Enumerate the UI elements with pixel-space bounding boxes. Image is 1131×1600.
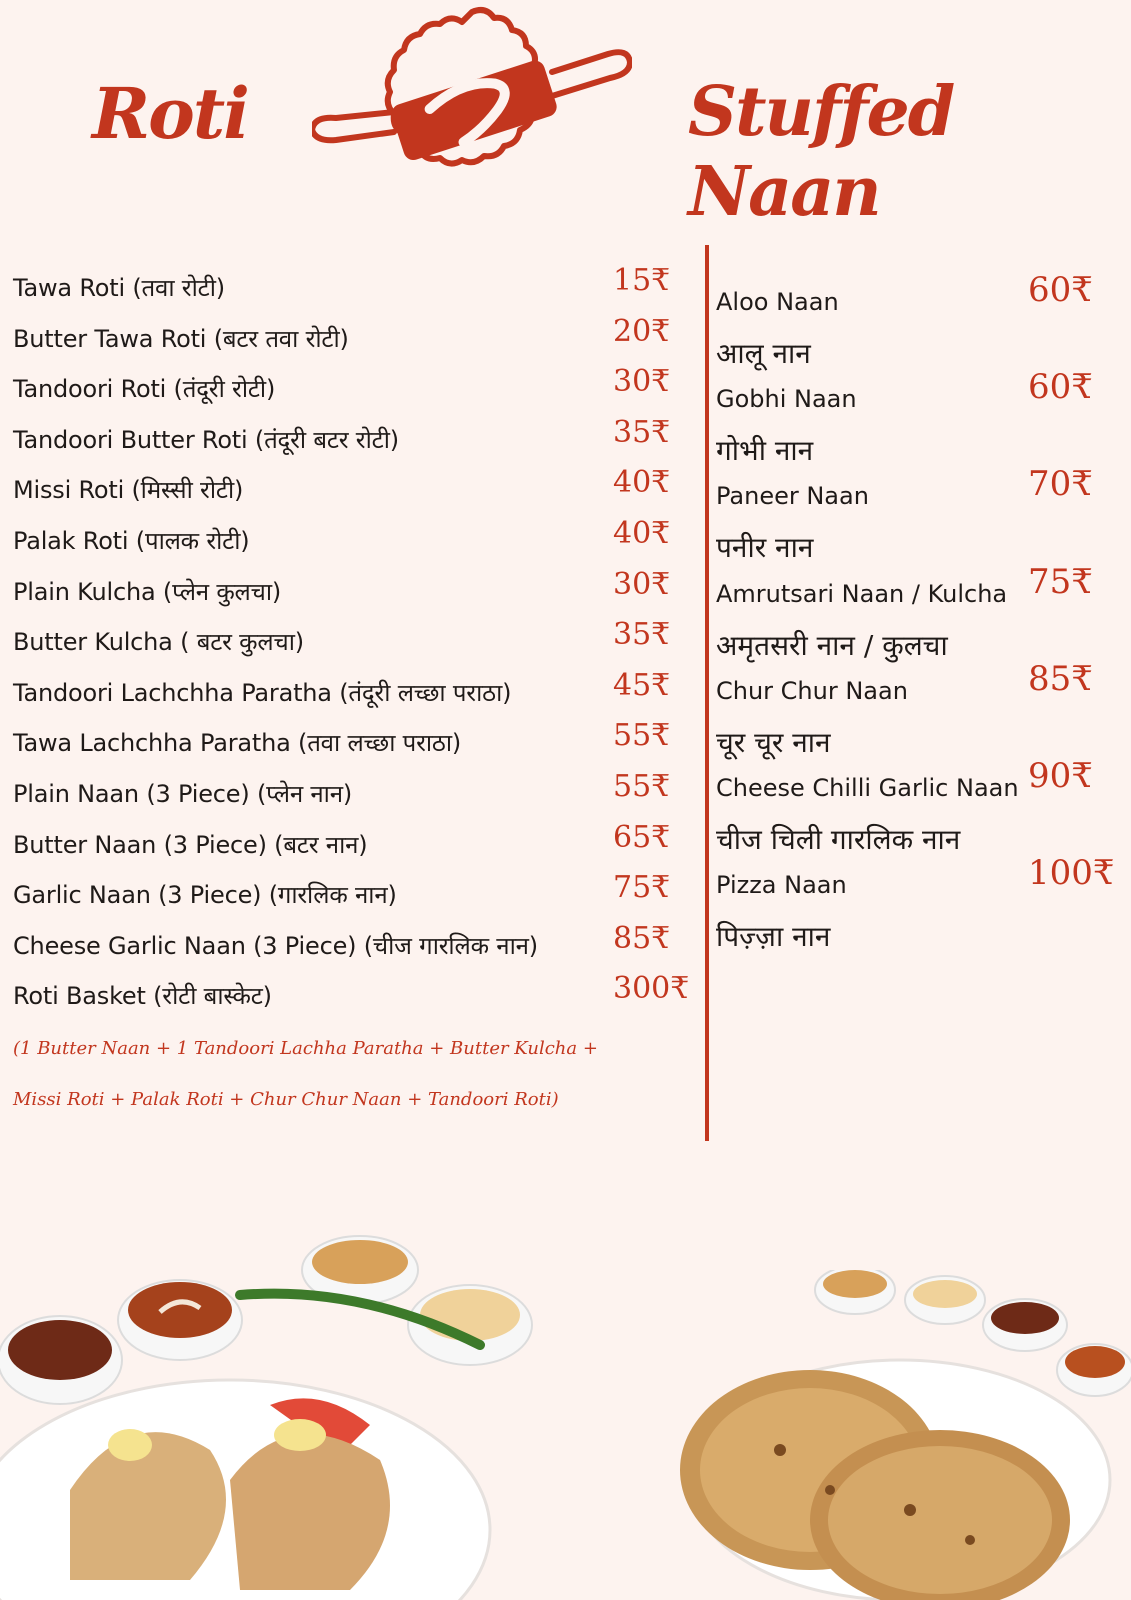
item-price: 75₹ [1028,561,1093,602]
item-price: 75₹ [613,870,671,906]
item-name-en: Pizza Naan [716,871,847,900]
item-name-hi: आलू नान [716,337,811,370]
column-divider [705,245,709,1141]
item-name: Tandoori Lachchha Paratha (तंदूरी लच्छा पराठा) [13,678,512,707]
roti-menu-list [13,261,703,1020]
menu-item [716,755,1116,856]
menu-item [716,658,1116,759]
item-price: 55₹ [613,718,671,754]
menu-item [13,514,703,565]
item-name: Garlic Naan (3 Piece) (गारलिक नान) [13,881,397,910]
menu-item [13,969,703,1020]
item-name-hi: चूर चूर नान [716,725,831,759]
item-price: 85₹ [613,920,671,956]
item-name: Tandoori Roti (तंदूरी रोटी) [13,375,276,404]
menu-item [716,561,1116,662]
thali-food-photo [0,1230,560,1600]
item-price: 35₹ [613,414,671,450]
item-price: 40₹ [613,515,671,551]
menu-item [13,565,703,616]
item-name-en: Cheese Chilli Garlic Naan [716,773,1019,802]
menu-item [13,362,703,413]
item-name: Butter Naan (3 Piece) (बटर नान) [13,830,368,859]
item-name-en: Gobhi Naan [716,385,857,414]
menu-item [13,919,703,970]
item-name: Roti Basket (रोटी बास्केट) [13,982,272,1011]
item-price: 45₹ [613,667,671,703]
item-name: Missi Roti (मिस्सी रोटी) [13,476,244,505]
basket-note-line2: Missi Roti + Palak Roti + Chur Chur Naan + Tandoori Roti) [13,1089,559,1110]
item-name-hi: अमृतसरी नान / कुलचा [716,628,948,662]
menu-item [13,818,703,869]
menu-item [13,312,703,363]
item-name: Palak Roti (पालक रोटी) [13,526,250,555]
item-name-en: Chur Chur Naan [716,676,908,705]
title-stuffed-naan: Stuffed Naan [688,72,954,232]
menu-item [13,261,703,312]
item-name-hi: चीज चिली गारलिक नान [716,822,961,856]
menu-item [13,463,703,514]
menu-item [13,868,703,919]
item-name-en: Aloo Naan [716,288,839,316]
item-name-en: Paneer Naan [716,482,869,511]
item-price: 60₹ [1028,367,1093,408]
item-name-hi: पिज़्ज़ा नान [716,920,831,954]
item-price: 85₹ [1028,658,1093,699]
menu-item [13,716,703,767]
item-name: Plain Kulcha (प्लेन कुलचा) [13,577,282,606]
item-price: 65₹ [613,819,671,855]
item-price: 60₹ [1028,270,1093,310]
item-price: 55₹ [613,768,671,804]
rolling-pin-icon [312,0,632,210]
item-price: 300₹ [613,971,690,1007]
item-price: 15₹ [613,263,671,298]
menu-item [716,853,1116,954]
item-name-hi: पनीर नान [716,531,814,565]
item-price: 70₹ [1028,464,1093,505]
item-name: Tawa Lachchha Paratha (तवा लच्छा पराठा) [13,729,462,758]
item-name-hi: गोभी नान [716,434,814,468]
item-name-en: Amrutsari Naan / Kulcha [716,579,1008,608]
item-price: 40₹ [613,465,671,501]
item-price: 90₹ [1028,755,1093,796]
item-price: 20₹ [613,313,671,349]
item-price: 30₹ [613,364,671,400]
menu-item [13,413,703,464]
menu-item [13,666,703,717]
item-price: 100₹ [1028,853,1115,894]
item-name: Tandoori Butter Roti (तंदूरी बटर रोटी) [13,425,399,454]
menu-item [13,615,703,666]
stuffed-naan-food-photo [680,1270,1131,1600]
item-price: 35₹ [613,617,671,653]
menu-item [716,464,1116,565]
menu-item [716,367,1116,468]
menu-item [13,767,703,818]
title-roti: Roti [92,72,248,155]
item-price: 30₹ [613,566,671,602]
item-name: Tawa Roti (तवा रोटी) [13,274,225,302]
item-name: Plain Naan (3 Piece) (प्लेन नान) [13,779,352,808]
item-name: Butter Kulcha ( बटर कुलचा) [13,628,304,657]
item-name: Cheese Garlic Naan (3 Piece) (चीज गारलिक नान) [13,931,538,960]
basket-note-line1: (1 Butter Naan + 1 Tandoori Lachha Paratha + Butter Kulcha + [13,1038,598,1059]
item-name: Butter Tawa Roti (बटर तवा रोटी) [13,324,349,353]
stuffed-naan-list [716,270,1116,954]
menu-item [716,270,1116,370]
